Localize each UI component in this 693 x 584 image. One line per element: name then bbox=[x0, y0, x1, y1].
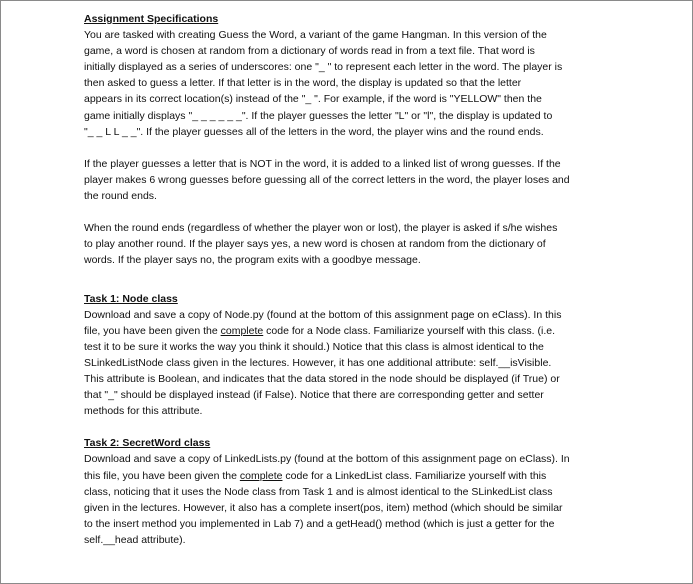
document-body bbox=[84, 11, 612, 548]
section-heading-task-1: Task 1: Node class bbox=[84, 292, 178, 305]
section-heading-task-2: Task 2: SecretWord class bbox=[84, 437, 211, 450]
paragraph-task-2 bbox=[84, 451, 612, 548]
text-line: game initially displays "_ _ _ _ _ _". If the player guesses the letter "L" or "l", the display is updated to bbox=[84, 109, 553, 122]
text-line: file, you have been given the complete code for a Node class. Familiarize yourself with this class. (i.e. bbox=[84, 324, 555, 337]
paragraph-intro bbox=[84, 27, 612, 140]
paragraph-round-end bbox=[84, 220, 612, 268]
text-line: self.__head attribute). bbox=[84, 533, 186, 546]
text-line: This attribute is Boolean, and indicates that the data stored in the node should be displayed (if True) or bbox=[84, 372, 560, 385]
text-line: initially displayed as a series of underscores: one "_ " to represent each letter in the word. The player is bbox=[84, 61, 563, 74]
text-line: player makes 6 wrong guesses before guessing all of the correct letters in the word, the player loses and bbox=[84, 173, 570, 186]
paragraph-wrong-guesses bbox=[84, 156, 612, 204]
underlined-word: complete bbox=[239, 469, 283, 482]
text-line: methods for this attribute. bbox=[84, 405, 203, 418]
text-line: Download and save a copy of Node.py (found at the bottom of this assignment page on eClass). In this bbox=[84, 308, 562, 321]
text-line: class, noticing that it uses the Node class from Task 1 and is almost identical to the SLinkedList class bbox=[84, 485, 553, 498]
section-heading-assignment-specifications: Assignment Specifications bbox=[84, 13, 219, 25]
text-line: game, a word is chosen at random from a dictionary of words read in from a text file. That word is bbox=[84, 45, 535, 58]
text-line: SLinkedListNode class given in the lectures. However, it has one additional attribute: self.__isVisible. bbox=[84, 356, 552, 369]
text-line: that "_" should be displayed instead (if False). Notice that there are corresponding getter and setter bbox=[84, 389, 544, 402]
text-line: to the insert method you implemented in Lab 7) and a getHead() method (which is just a getter for the bbox=[84, 517, 555, 530]
paragraph-task-1 bbox=[84, 307, 612, 420]
text-line: test it to be sure it works the way you think it should.) Notice that this class is almost identical to the bbox=[84, 340, 544, 353]
text-line: the round ends. bbox=[84, 190, 157, 203]
text-line: words. If the player says no, the program exits with a goodbye message. bbox=[84, 254, 421, 267]
text-line: When the round ends (regardless of whether the player won or lost), the player is asked if s/he wishes bbox=[84, 222, 558, 235]
text-line: If the player guesses a letter that is NOT in the word, it is added to a linked list of wrong guesses. If the bbox=[84, 157, 561, 170]
text-line: "_ _ L L _ _". If the player guesses all of the letters in the word, the player wins and the round ends. bbox=[84, 125, 544, 138]
text-line: appears in its correct location(s) instead of the "_ ". For example, if the word is "YELLOW" then the bbox=[84, 93, 542, 106]
text-line: then asked to guess a letter. If that letter is in the word, the display is updated so that the letter bbox=[84, 77, 522, 90]
underlined-word: complete bbox=[220, 324, 264, 337]
text-line: given in the lectures. However, it also has a complete insert(pos, item) method (which should be similar bbox=[84, 501, 563, 514]
text-line: You are tasked with creating Guess the Word, a variant of the game Hangman. In this version of the bbox=[84, 29, 547, 42]
text-line: to play another round. If the player says yes, a new word is chosen at random from the dictionary of bbox=[84, 238, 546, 251]
text-line: Download and save a copy of LinkedLists.py (found at the bottom of this assignment page on eClass). In bbox=[84, 453, 570, 466]
text-line: this file, you have been given the complete code for a LinkedList class. Familiarize yourself with this bbox=[84, 469, 547, 482]
